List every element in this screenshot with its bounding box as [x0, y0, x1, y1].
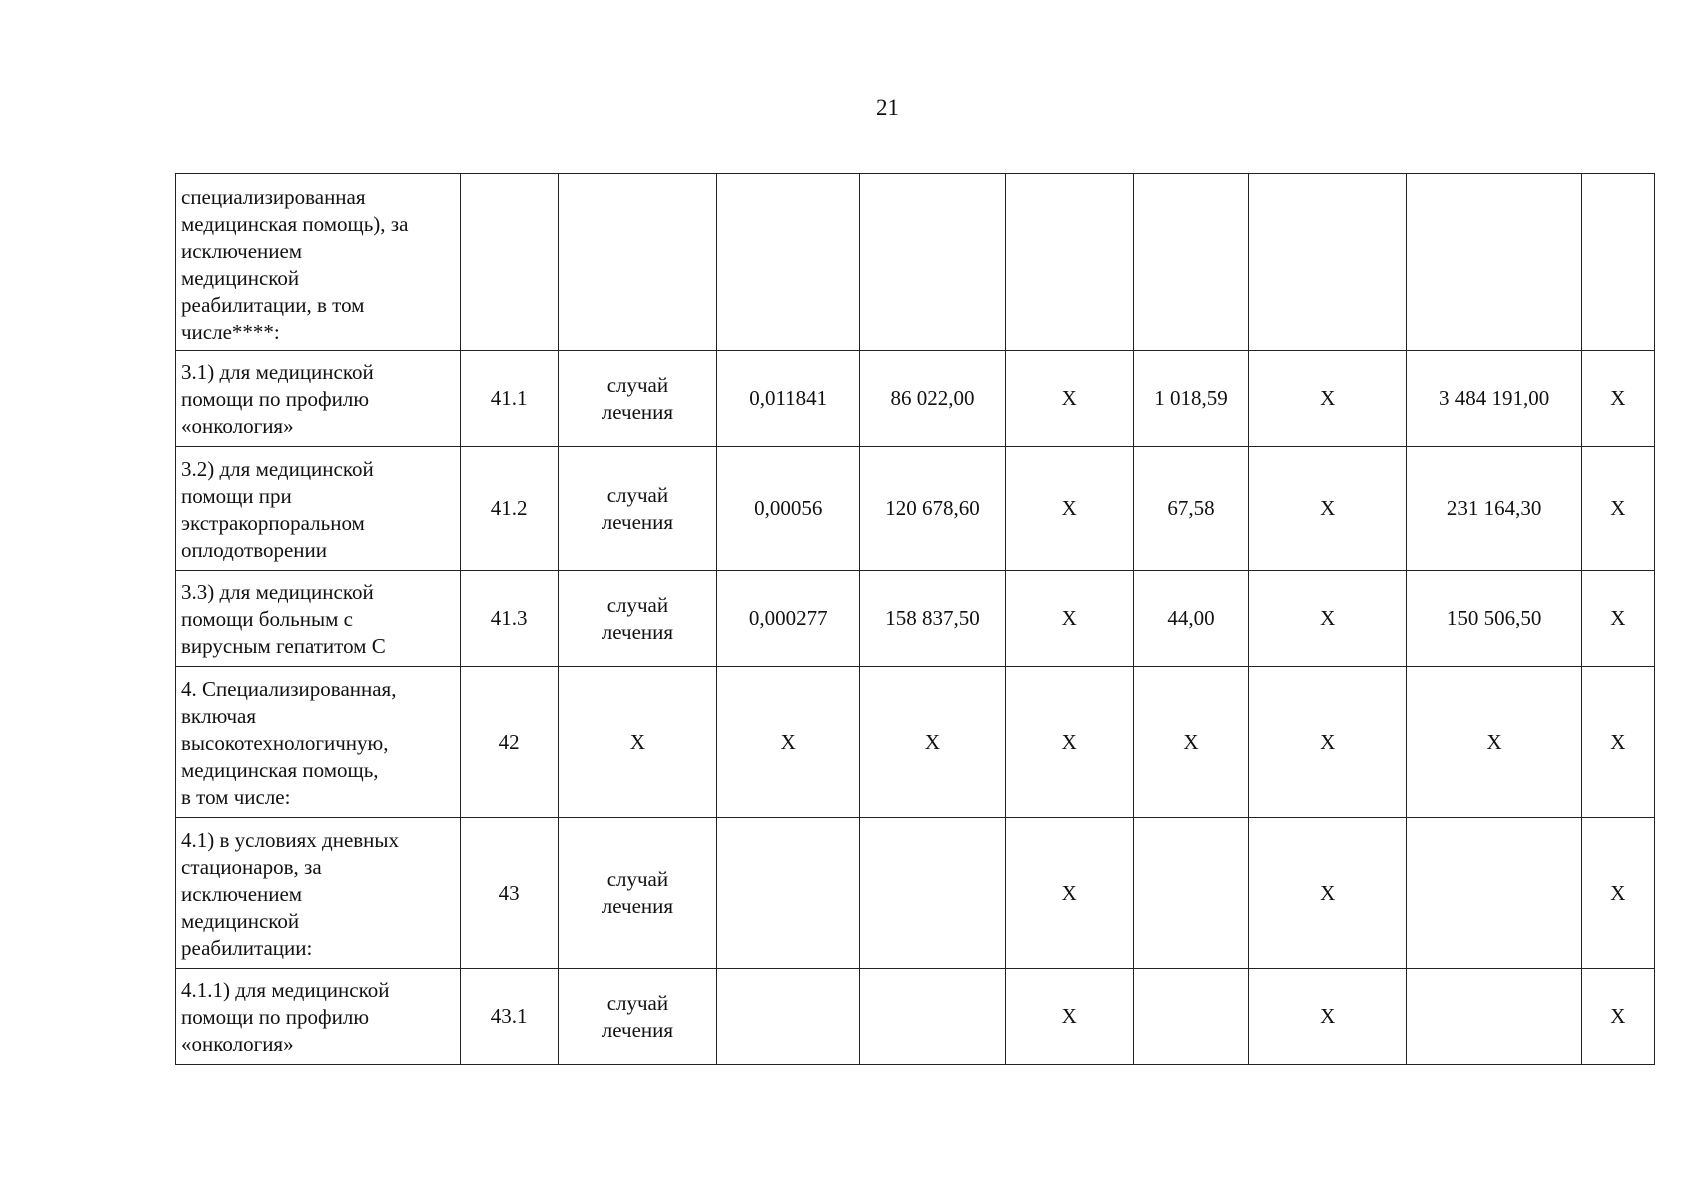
- table-row: [176, 667, 1655, 818]
- cell-text: 150 506,50: [1446, 606, 1542, 630]
- table-cell: [717, 667, 860, 818]
- row-name-cell: [176, 667, 461, 818]
- table-cell: [1005, 667, 1133, 818]
- row-name-line: числе****:: [181, 320, 280, 344]
- table-cell: [1249, 667, 1407, 818]
- table-cell: [1581, 174, 1654, 351]
- table-cell: [1407, 667, 1581, 818]
- row-name-line: помощи больным с: [181, 607, 353, 631]
- table-cell: [558, 667, 716, 818]
- table-cell: [1005, 351, 1133, 447]
- cell-text: случай: [606, 482, 669, 507]
- table-cell: [1581, 571, 1654, 667]
- table-cell: [860, 447, 1005, 571]
- row-name-cell: [176, 447, 461, 571]
- table-cell: [1005, 818, 1133, 969]
- row-name-line: в том числе:: [181, 784, 291, 809]
- table-cell: [1581, 447, 1654, 571]
- cell-text: 3 484 191,00: [1438, 386, 1550, 410]
- row-name-line: помощи по профилю: [181, 1005, 370, 1029]
- table-cell: [558, 447, 716, 571]
- cell-text: 158 837,50: [885, 606, 980, 630]
- row-name-line: помощи при: [181, 483, 292, 508]
- row-name-line: медицинской: [181, 908, 300, 933]
- cell-text: лечения: [601, 619, 674, 644]
- cell-text: 41.2: [490, 496, 528, 520]
- table-cell: [460, 174, 558, 351]
- row-name-cell: [176, 571, 461, 667]
- table-cell: [558, 174, 716, 351]
- cell-text: 43: [498, 880, 520, 905]
- row-name-cell: [176, 818, 461, 969]
- row-name-line: «онкология»: [181, 414, 294, 438]
- table-row: [176, 351, 1655, 447]
- cell-text: X: [1610, 386, 1626, 410]
- cell-text: X: [1320, 880, 1336, 905]
- cell-text: лечения: [601, 509, 674, 534]
- table-cell: [1249, 351, 1407, 447]
- table-cell: [1133, 667, 1248, 818]
- row-name-line: стационаров, за: [181, 854, 322, 879]
- table-cell: [1249, 571, 1407, 667]
- cell-text: 41.1: [490, 386, 528, 410]
- row-name-line: реабилитации, в том: [181, 293, 365, 317]
- table-cell: [460, 667, 558, 818]
- row-name-line: медицинская помощь), за: [181, 212, 409, 236]
- table-cell: [460, 447, 558, 571]
- table-cell: [558, 351, 716, 447]
- cell-text: 0,000277: [748, 606, 828, 630]
- table-cell: [1581, 969, 1654, 1065]
- row-name-line: медицинской: [181, 266, 300, 290]
- cell-text: 42: [498, 729, 520, 754]
- table-cell: [860, 667, 1005, 818]
- table-cell: [1133, 447, 1248, 571]
- row-name-cell: [176, 351, 461, 447]
- cell-text: X: [1610, 496, 1626, 520]
- cell-text: X: [1610, 606, 1626, 630]
- cell-text: 86 022,00: [890, 386, 975, 410]
- cell-text: случай: [606, 372, 669, 397]
- cell-text: X: [1320, 496, 1336, 520]
- table-cell: [1581, 351, 1654, 447]
- table-cell: [1407, 818, 1581, 969]
- table-cell: [1581, 667, 1654, 818]
- table-row: [176, 447, 1655, 571]
- table-cell: [1133, 818, 1248, 969]
- table-cell: [1005, 969, 1133, 1065]
- table-cell: [717, 351, 860, 447]
- table-cell: [1005, 571, 1133, 667]
- table-row: [176, 818, 1655, 969]
- cell-text: X: [924, 729, 941, 754]
- row-name-line: оплодотворении: [181, 537, 328, 562]
- table-cell: [1249, 174, 1407, 351]
- table-cell: [1407, 571, 1581, 667]
- table-cell: [1005, 447, 1133, 571]
- table-cell: [717, 818, 860, 969]
- cell-text: лечения: [601, 1017, 674, 1042]
- table-cell: [460, 969, 558, 1065]
- cell-text: лечения: [601, 894, 674, 918]
- table-cell: [1249, 969, 1407, 1065]
- row-name-line: 3.1) для медицинской: [181, 360, 374, 384]
- cell-text: лечения: [601, 399, 674, 424]
- table-cell: [860, 571, 1005, 667]
- row-name-line: помощи по профилю: [181, 387, 370, 411]
- cell-text: 0,011841: [749, 386, 828, 410]
- table-row: [176, 174, 1655, 351]
- row-name-line: исключением: [181, 239, 303, 263]
- cell-text: X: [1061, 496, 1077, 520]
- table-cell: [860, 818, 1005, 969]
- cell-text: 44,00: [1167, 606, 1215, 630]
- table-cell: [860, 174, 1005, 351]
- table-cell: [558, 571, 716, 667]
- row-name-line: исключением: [181, 881, 303, 906]
- row-name-line: медицинская помощь,: [181, 757, 379, 782]
- row-name-cell: [176, 969, 461, 1065]
- table-cell: [1133, 969, 1248, 1065]
- table-cell: [1133, 174, 1248, 351]
- table-cell: [1581, 818, 1654, 969]
- cell-text: 120 678,60: [885, 496, 980, 520]
- cell-text: X: [1061, 606, 1077, 630]
- table-cell: [1249, 818, 1407, 969]
- table-cell: [717, 447, 860, 571]
- cell-text: X: [1610, 1004, 1626, 1028]
- row-name-line: вирусным гепатитом С: [181, 634, 386, 658]
- row-name-line: 3.3) для медицинской: [181, 580, 374, 604]
- cell-text: X: [1320, 729, 1336, 754]
- cell-text: 1 018,59: [1154, 386, 1228, 410]
- cell-text: 41.3: [490, 606, 528, 630]
- row-name-line: 4.1.1) для медицинской: [181, 978, 390, 1002]
- cell-text: X: [1610, 880, 1626, 905]
- table-cell: [1005, 174, 1133, 351]
- table-cell: [1249, 447, 1407, 571]
- table-cell: [717, 174, 860, 351]
- table-cell: [1133, 571, 1248, 667]
- table-cell: [558, 818, 716, 969]
- cell-text: случай: [606, 990, 669, 1015]
- cell-text: X: [780, 729, 796, 754]
- cell-text: X: [1061, 386, 1077, 410]
- table-cell: [1407, 447, 1581, 571]
- table-cell: [860, 969, 1005, 1065]
- row-name-line: 4.1) в условиях дневных: [181, 827, 400, 852]
- cell-text: X: [1183, 729, 1199, 754]
- cell-text: 67,58: [1167, 496, 1215, 520]
- cell-text: X: [1061, 729, 1077, 754]
- row-name-line: высокотехнологичную,: [181, 730, 389, 755]
- table-cell: [460, 571, 558, 667]
- cell-text: 0,00056: [754, 496, 823, 520]
- row-name-line: включая: [181, 703, 257, 728]
- table-cell: [1407, 969, 1581, 1065]
- row-name-line: 3.2) для медицинской: [181, 456, 374, 481]
- cell-text: случай: [606, 592, 669, 617]
- table-cell: [460, 818, 558, 969]
- cell-text: 43.1: [490, 1004, 528, 1028]
- cell-text: X: [1320, 1004, 1336, 1028]
- row-name-line: 4. Специализированная,: [181, 676, 397, 701]
- row-name-cell: [176, 174, 461, 351]
- cell-text: X: [629, 729, 645, 754]
- data-table: [175, 173, 1655, 1065]
- table-cell: [558, 969, 716, 1065]
- table-cell: [1407, 174, 1581, 351]
- table-cell: [860, 351, 1005, 447]
- table-cell: [717, 969, 860, 1065]
- table-cell: [717, 571, 860, 667]
- table-cell: [1407, 351, 1581, 447]
- cell-text: 231 164,30: [1446, 496, 1542, 520]
- cell-text: случай: [606, 867, 669, 891]
- cell-text: X: [1320, 606, 1336, 630]
- row-name-line: специализированная: [181, 185, 366, 209]
- table-row: [176, 969, 1655, 1065]
- table-cell: [460, 351, 558, 447]
- table-cell: [1133, 351, 1248, 447]
- row-name-line: «онкология»: [181, 1032, 294, 1056]
- page-number: 21: [876, 95, 899, 120]
- row-name-line: реабилитации:: [181, 935, 313, 960]
- cell-text: X: [1061, 880, 1077, 905]
- cell-text: X: [1320, 386, 1336, 410]
- cell-text: X: [1486, 729, 1502, 754]
- cell-text: X: [1610, 729, 1626, 754]
- cell-text: X: [1061, 1004, 1077, 1028]
- table-row: [176, 571, 1655, 667]
- row-name-line: экстракорпоральном: [181, 510, 365, 535]
